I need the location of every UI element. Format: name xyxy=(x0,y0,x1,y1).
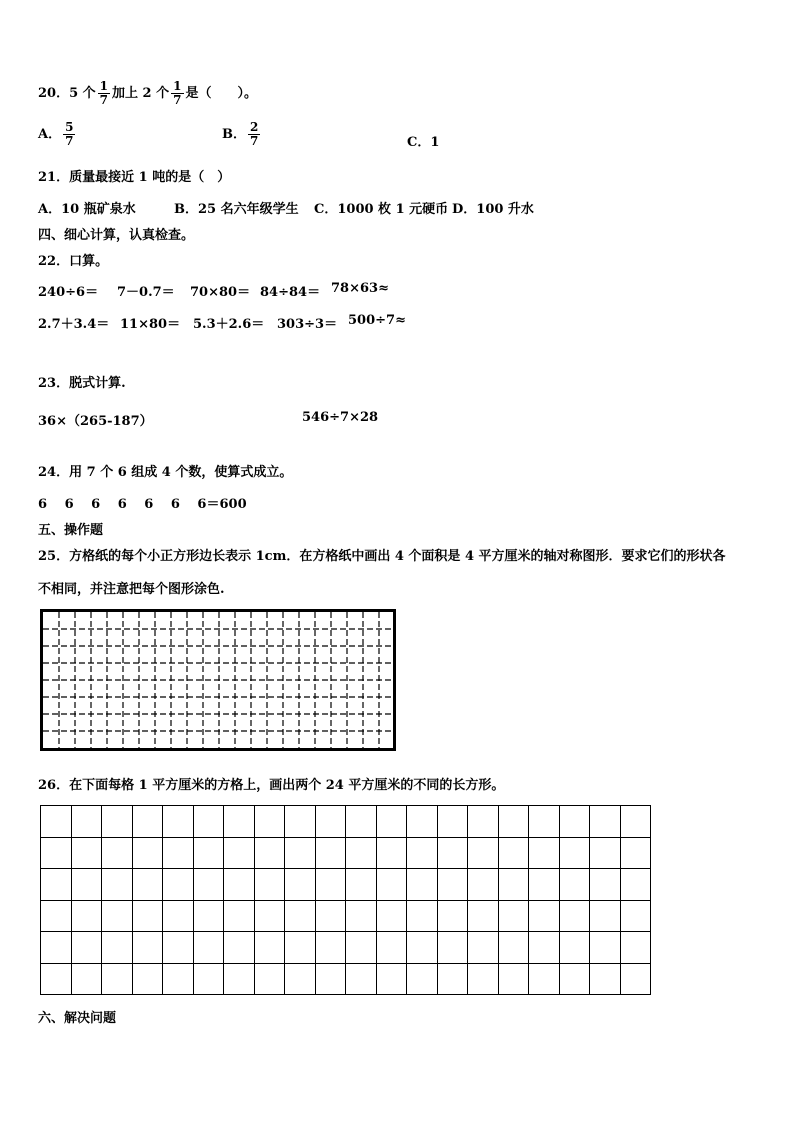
fraction: $\frac{5}{7}$ xyxy=(65,120,74,148)
question-text: 5 个 xyxy=(69,86,96,101)
option-c: C．1000 枚 1 元硬币 xyxy=(314,202,449,217)
calc-item: 2.7＋3.4＝ xyxy=(38,317,110,332)
square-grid[interactable] xyxy=(40,805,651,995)
calc-item: 7－0.7＝ xyxy=(117,285,175,300)
option-d: D．100 升水 xyxy=(452,202,534,217)
question-23: 23．脱式计算. xyxy=(38,376,126,391)
option-c: C．1 xyxy=(407,135,440,150)
calc-item: 500÷7≈ xyxy=(348,313,406,328)
dashed-grid-lines xyxy=(43,612,393,748)
calc-item: 84÷84＝ xyxy=(260,285,321,300)
question-26: 26．在下面每格 1 平方厘米的方格上，画出两个 24 平方厘米的不同的长方形。 xyxy=(38,778,505,793)
fraction: $\frac{1}{7}$ xyxy=(99,79,109,107)
calc-expression: 546÷7×28 xyxy=(302,410,379,425)
calc-expression: 36×（265-187） xyxy=(38,414,153,429)
calc-item: 78×63≈ xyxy=(331,281,389,296)
question-24: 24．用 7 个 6 组成 4 个数，使算式成立。 xyxy=(38,465,293,480)
option-b: B． $\frac{2}{7}$ xyxy=(222,120,259,148)
question-22: 22．口算。 xyxy=(38,254,109,269)
equation: 6 6 6 6 6 6 6＝600 xyxy=(38,497,247,512)
grid-table xyxy=(40,805,651,995)
calc-item: 5.3＋2.6＝ xyxy=(193,317,265,332)
question-21: 21．质量最接近 1 吨的是（ ） xyxy=(38,170,231,185)
dashed-grid-paper[interactable] xyxy=(40,609,396,751)
question-number: 20． xyxy=(38,86,70,101)
section-heading: 四、细心计算，认真检查。 xyxy=(38,228,195,243)
calc-item: 303÷3＝ xyxy=(277,317,338,332)
calc-item: 240÷6＝ xyxy=(38,285,99,300)
question-25-line2: 不相同，并注意把每个图形涂色. xyxy=(38,582,225,597)
section-heading: 六、解决问题 xyxy=(38,1011,117,1026)
option-a: A． $\frac{5}{7}$ xyxy=(38,120,74,148)
option-b: B．25 名六年级学生 xyxy=(174,202,299,217)
fraction: $\frac{1}{7}$ xyxy=(173,79,182,107)
section-heading: 五、操作题 xyxy=(38,523,104,538)
question-20 xyxy=(38,80,257,107)
question-25-line1: 25．方格纸的每个小正方形边长表示 1cm．在方格纸中画出 4 个面积是 4 平方厘米的轴对称图形．要求它们的形状各 xyxy=(38,549,726,564)
option-a: A．10 瓶矿泉水 xyxy=(38,202,136,217)
question-text: 加上 2 个 xyxy=(112,86,170,101)
calc-item: 11×80＝ xyxy=(120,317,181,332)
calc-item: 70×80＝ xyxy=(190,285,251,300)
question-text: 是（ ）。 xyxy=(185,86,258,101)
fraction: $\frac{2}{7}$ xyxy=(250,120,259,148)
